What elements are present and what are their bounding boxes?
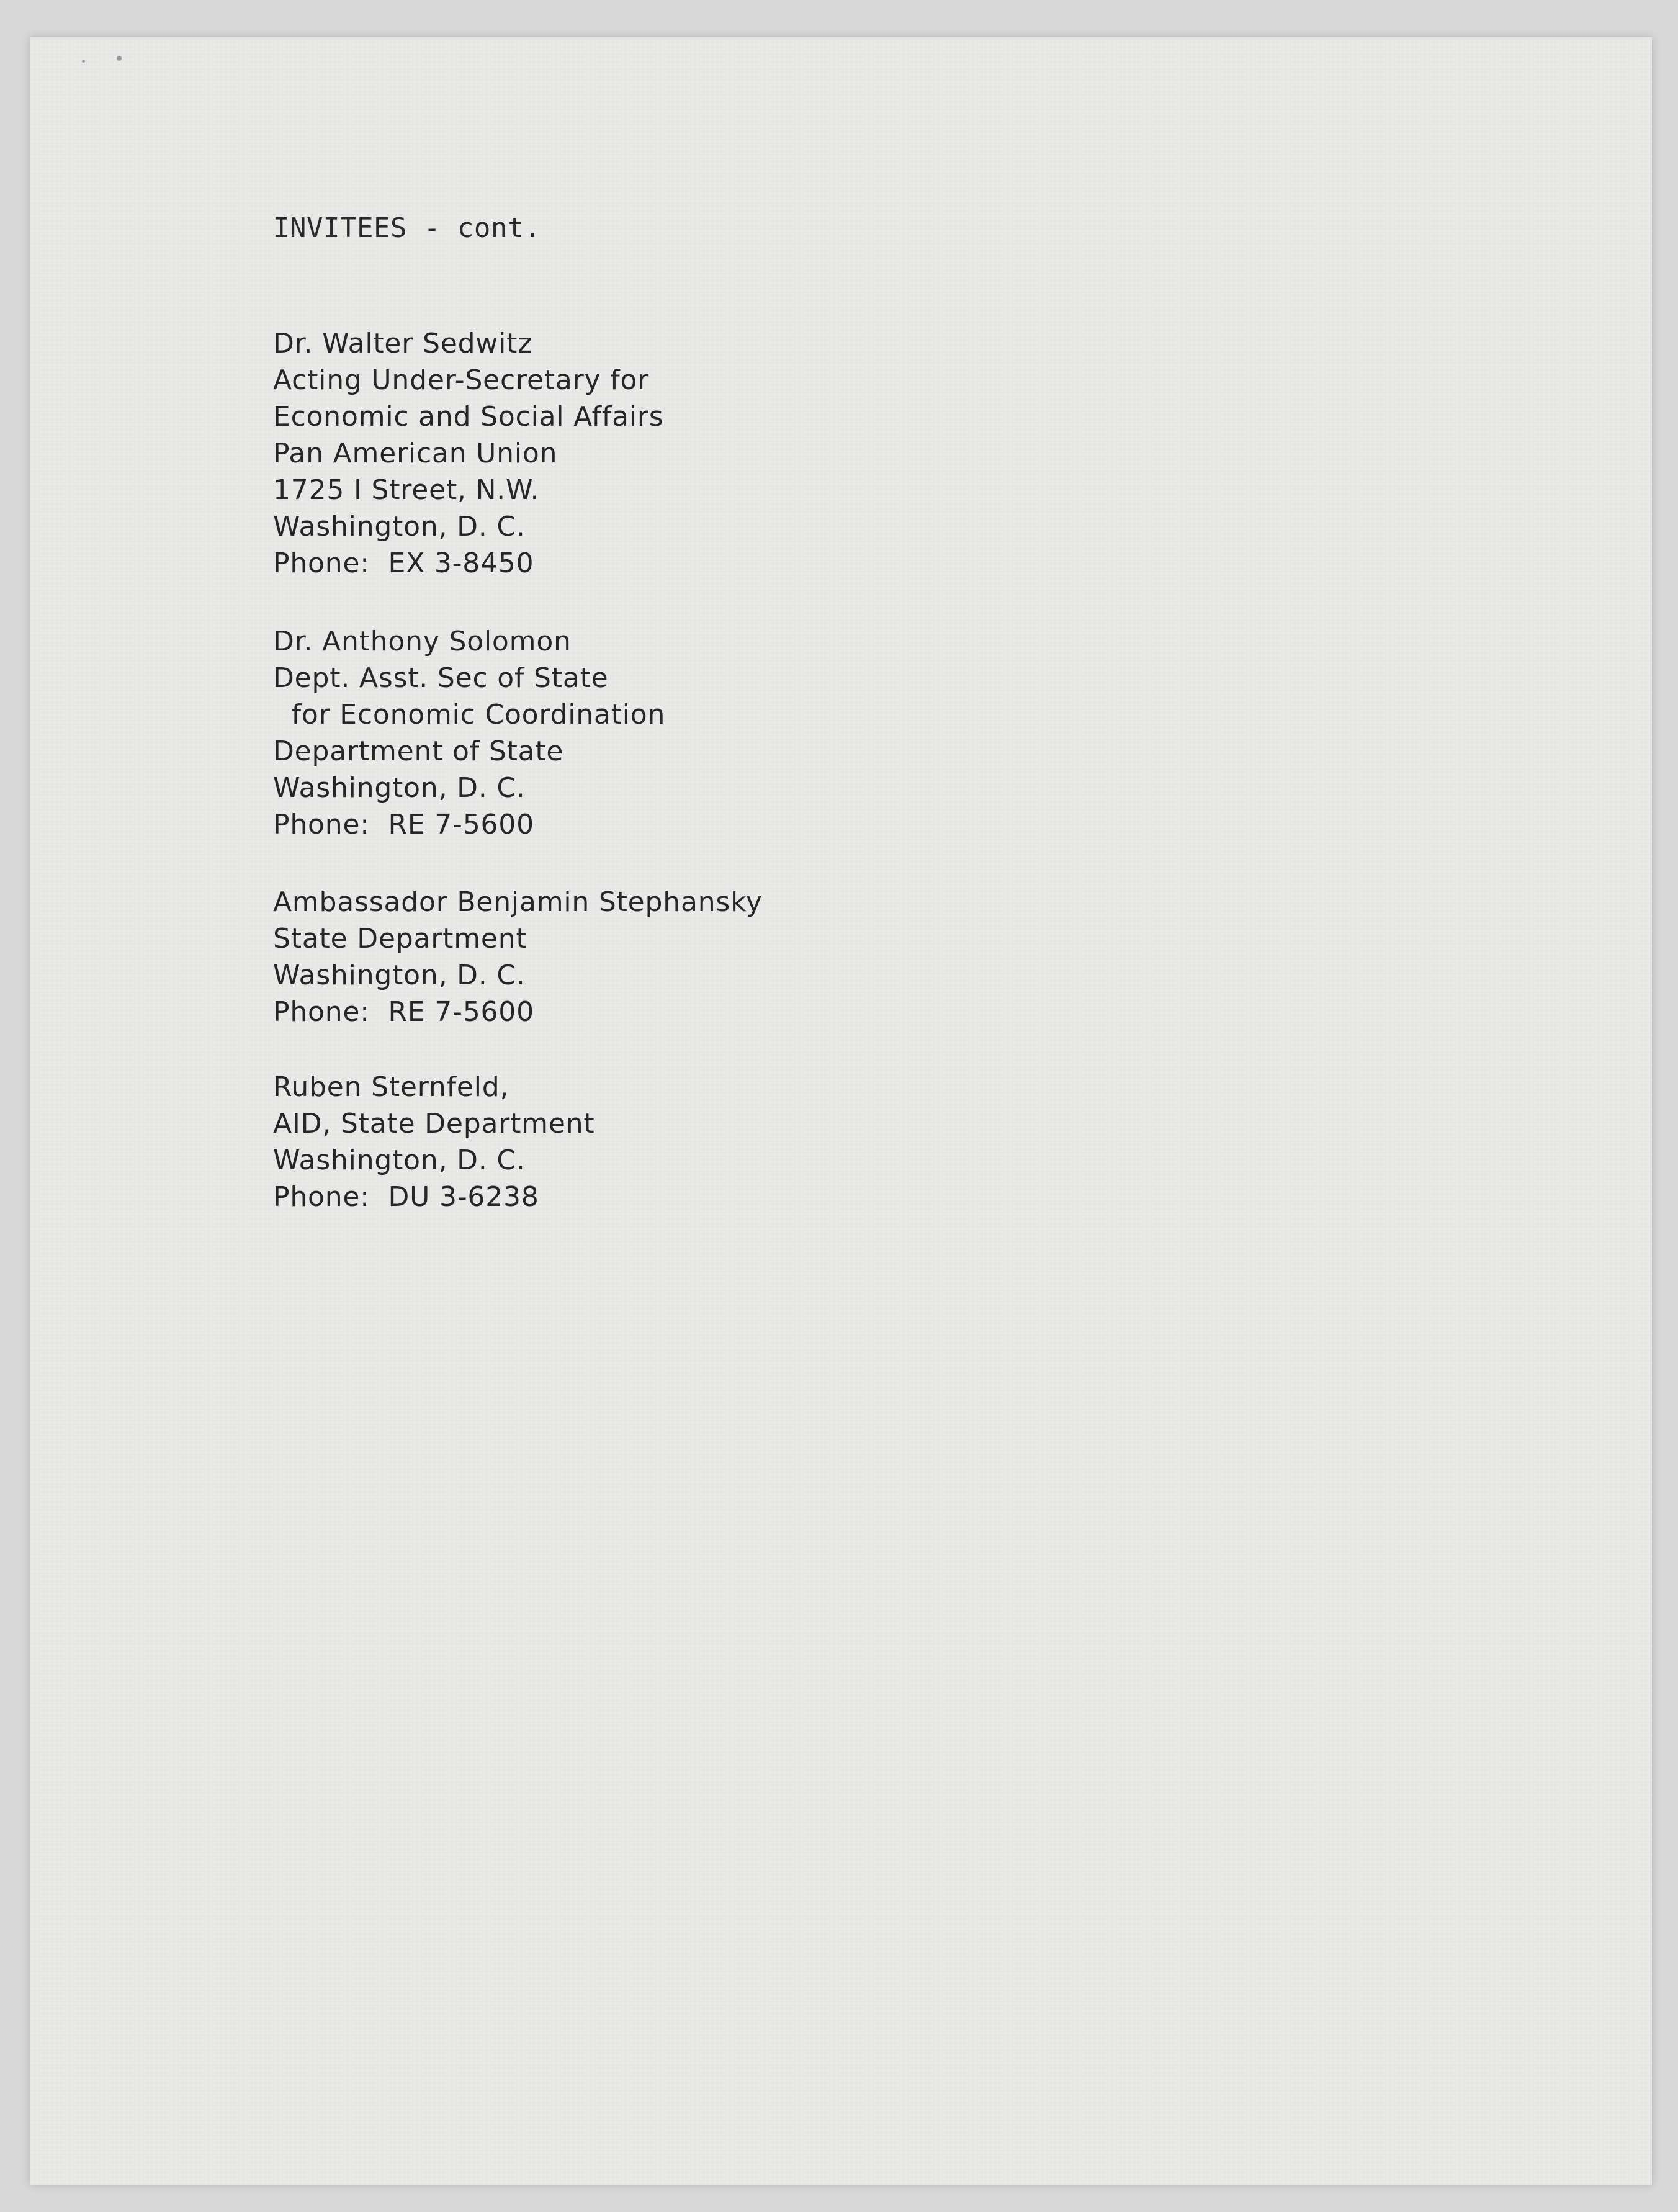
invitee-phone: Phone: EX 3-8450 (273, 547, 534, 579)
invitee-phone: Phone: RE 7-5600 (273, 809, 534, 840)
invitee-organization: State Department (273, 923, 527, 955)
invitee-entry-sedwitz (273, 325, 664, 582)
invitees-heading: INVITEES - cont. (273, 212, 541, 244)
invitee-name: Dr. Walter Sedwitz (273, 328, 533, 359)
invitee-entry-sternfeld (273, 1069, 594, 1215)
invitee-city: Washington, D. C. (273, 772, 526, 804)
invitee-city: Washington, D. C. (273, 511, 526, 542)
invitee-name: Ruben Sternfeld, (273, 1071, 509, 1103)
invitee-city: Washington, D. C. (273, 960, 526, 991)
invitee-organization: AID, State Department (273, 1108, 595, 1140)
invitee-title-line: Economic and Social Affairs (273, 401, 664, 433)
invitee-title-line: for Economic Coordination (273, 699, 666, 731)
invitee-phone: Phone: RE 7-5600 (273, 996, 534, 1028)
invitee-entry-stephansky (273, 884, 763, 1030)
invitee-name: Ambassador Benjamin Stephansky (273, 886, 763, 918)
invitee-title-line: Acting Under-Secretary for (273, 364, 650, 396)
paper-speck (82, 60, 85, 63)
invitee-phone: Phone: DU 3-6238 (273, 1181, 539, 1213)
invitee-organization: Department of State (273, 735, 564, 767)
paper-speck (117, 56, 122, 61)
invitee-city: Washington, D. C. (273, 1144, 526, 1176)
invitee-entry-solomon (273, 623, 665, 843)
invitee-title-line: Dept. Asst. Sec of State (273, 662, 609, 694)
invitee-organization: Pan American Union (273, 438, 558, 469)
invitee-name: Dr. Anthony Solomon (273, 626, 572, 657)
invitee-street-address: 1725 I Street, N.W. (273, 474, 540, 506)
